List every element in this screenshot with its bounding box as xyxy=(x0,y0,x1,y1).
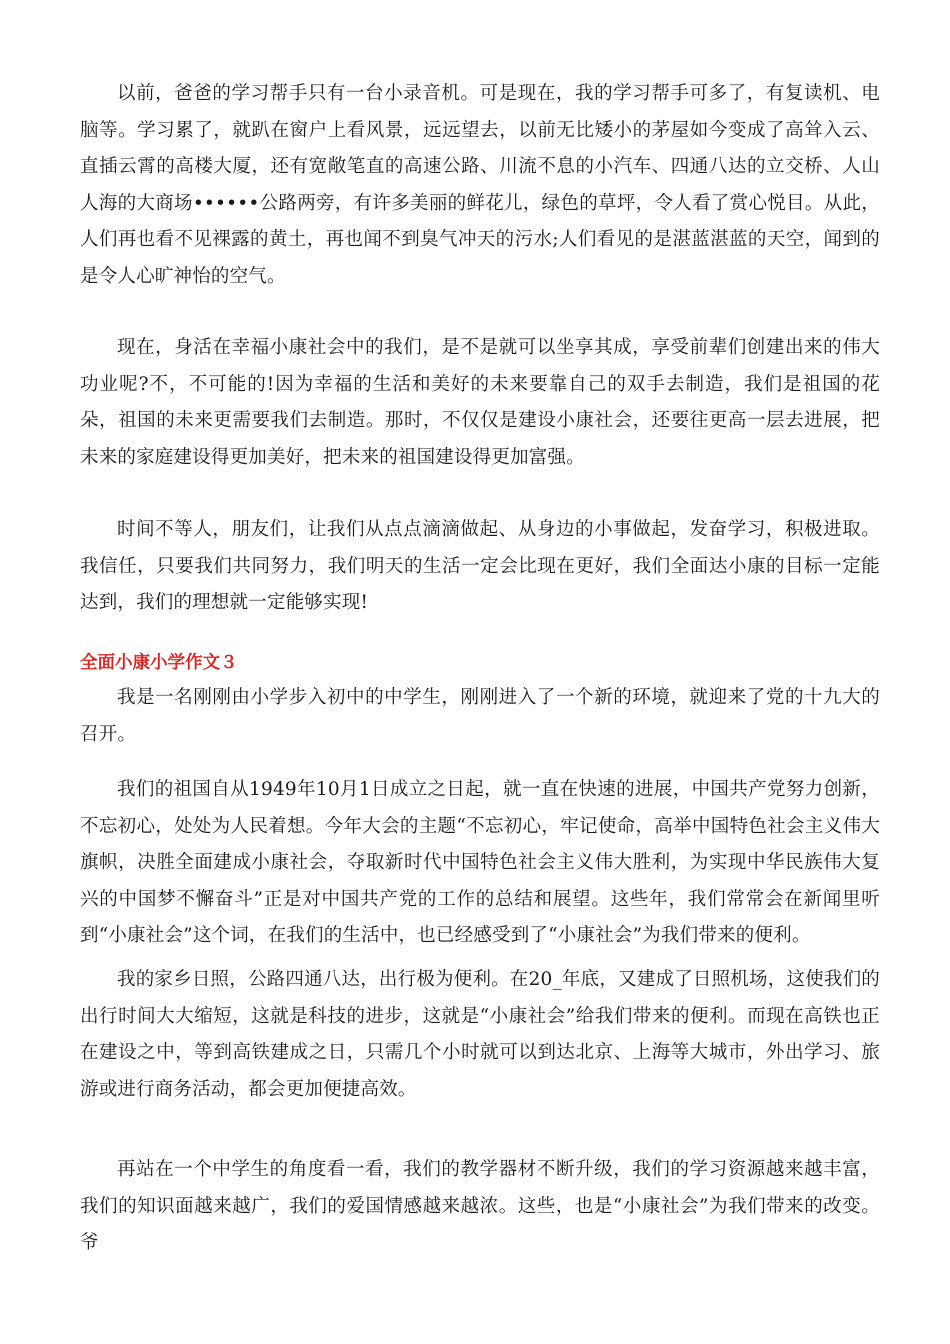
paragraph: 我是一名刚刚由小学步入初中的中学生，刚刚进入了一个新的环境，就迎来了党的十九大的召开。 xyxy=(80,687,880,745)
paragraph: 我的家乡日照，公路四通八达，出行极为便利。在20_年底，又建成了日照机场，这使我们的出行时间大大缩短，这就是科技的进步，这就是“小康社会”给我们带来的便利。而现在高铁也正在建设之中，等到高铁建成之日，只需几个小时就可以到达北京、上海等大城市，外出学习、旅游或进行商务活动，都会更加便捷高效。 xyxy=(80,969,880,1100)
paragraph: 再站在一个中学生的角度看一看，我们的教学器材不断升级，我们的学习资源越来越丰富，我们的知识面越来越广，我们的爱国情感越来越浓。这些，也是“小康社会”为我们带来的改变。爷 xyxy=(80,1159,880,1253)
paragraph: 以前，爸爸的学习帮手只有一台小录音机。可是现在，我的学习帮手可多了，有复读机、电脑等。学习累了，就趴在窗户上看风景，远远望去，以前无比矮小的茅屋如今变成了高耸入云、直插云霄的高楼大厦，还有宽敞笔直的高速公路、川流不息的小汽车、四通八达的立交桥、人山人海的大商场••••••公路两旁，有许多美丽的鲜花儿，绿色的草坪，令人看了赏心悦目。从此，人们再也看不见裸露的黄土，再也闻不到臭气冲天的污水;人们看见的是湛蓝湛蓝的天空，闻到的是令人心旷神怡的空气。 xyxy=(80,83,880,287)
paragraph: 时间不等人，朋友们，让我们从点点滴滴做起、从身边的小事做起，发奋学习，积极进取。我信任，只要我们共同努力，我们明天的生活一定会比现在更好，我们全面达小康的目标一定能达到，我们的理想就一定能够实现! xyxy=(80,519,880,613)
paragraph: 我们的祖国自从1949年10月1日成立之日起，就一直在快速的进展，中国共产党努力创新，不忘初心，处处为人民着想。今年大会的主题“不忘初心，牢记使命，高举中国特色社会主义伟大旗帜，决胜全面建成小康社会，夺取新时代中国特色社会主义伟大胜利，为实现中华民族伟大复兴的中国梦不懈奋斗”正是对中国共产党的工作的总结和展望。这些年，我们常常会在新闻里听到“小康社会”这个词，在我们的生活中，也已经感受到了“小康社会”为我们带来的便利。 xyxy=(80,779,880,946)
section-heading: 全面小康小学作文３ xyxy=(80,653,238,673)
paragraph: 现在，身活在幸福小康社会中的我们，是不是就可以坐享其成，享受前辈们创建出来的伟大功业呢?不，不可能的!因为幸福的生活和美好的未来要靠自己的双手去制造，我们是祖国的花朵，祖国的未来更需要我们去制造。那时，不仅仅是建设小康社会，还要往更高一层去进展，把未来的家庭建设得更加美好，把未来的祖国建设得更加富强。 xyxy=(80,337,880,468)
